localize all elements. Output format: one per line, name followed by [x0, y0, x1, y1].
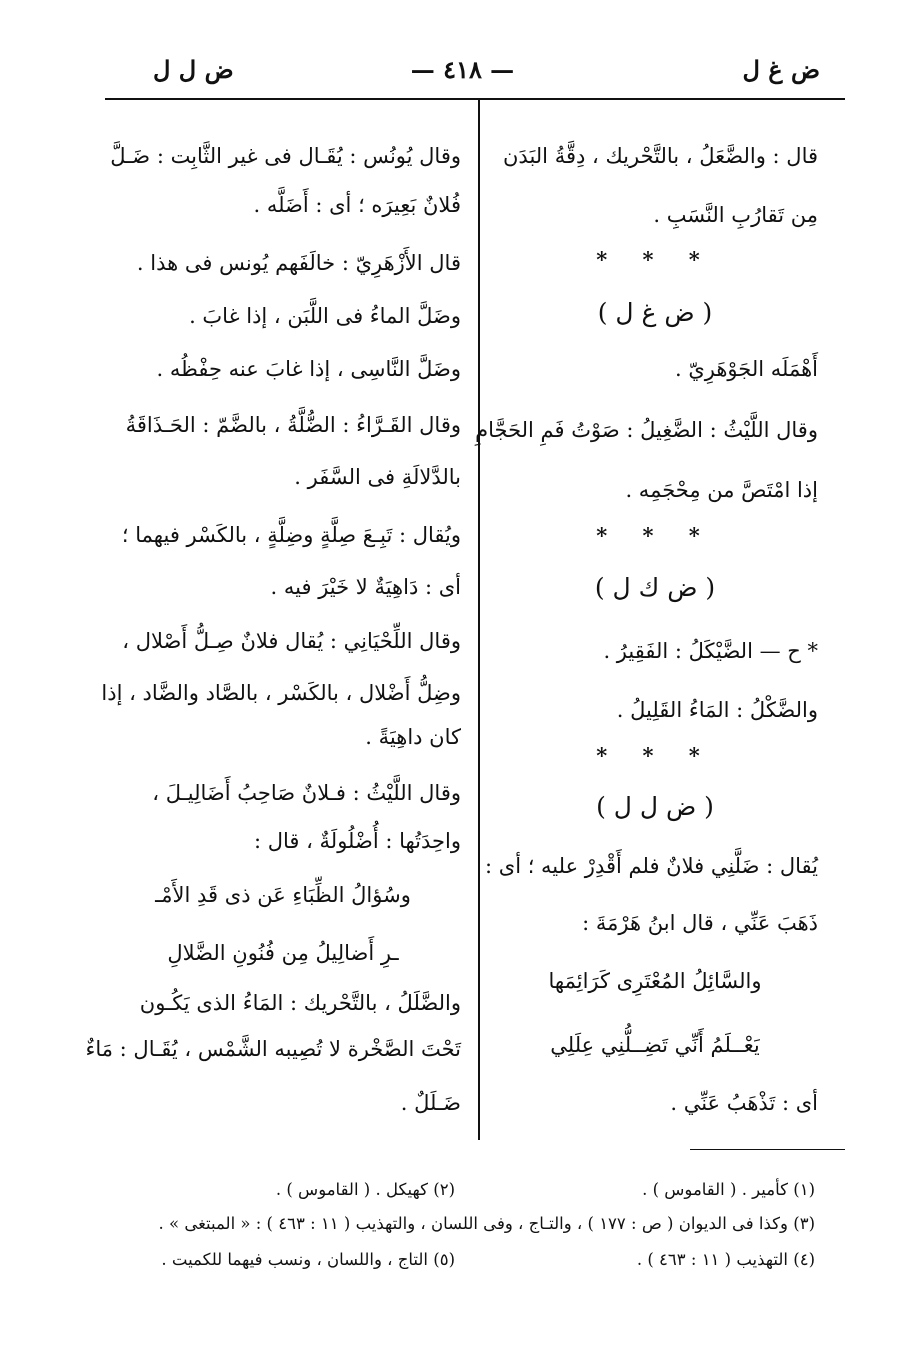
footnote-2: (٢) كهيكل . ( القاموس ) .: [275, 1180, 455, 1199]
text-line: يُقال : ضَلَّنِي فلانٌ فلم أَقْدِرْ عليه ؛ أى :: [485, 854, 818, 878]
text-line: وقال اللِّحْيَانِي : يُقال فلانٌ صِـلُّ أَصْلال ،: [122, 629, 461, 653]
column-divider: [478, 100, 480, 1140]
text-line: إذا امْتَصَّ من مِحْجَمِه .: [625, 478, 818, 502]
text-line: * ح — الضَّيْكَلُ : الفَقِيرُ .: [603, 639, 818, 663]
text-line: أى : تَذْهَبُ عَنِّي .: [670, 1091, 818, 1115]
text-line: أَهْمَلَه الجَوْهَرِيّ .: [674, 357, 818, 381]
text-line: وقال يُونُس : يُقَـال فى غير الثَّابِت : ضَـلَّ: [110, 144, 461, 168]
page-header: [105, 55, 820, 95]
footnote-3: (٣) وكذا فى الديوان ( ص : ١٧٧ ) ، والتـاج ، وفى اللسان ، والتهذيب ( ١١ : ٤٦٣ ) : « المبتغى » .: [158, 1214, 815, 1233]
verse-line: ـرِ أَضالِيلُ مِن فُنُونِ الضَّلالِ: [167, 941, 399, 965]
text-line: وقال اللَّيْثُ : الضَّغِيلُ : صَوْتُ فَمِ الحَجَّامِ: [475, 418, 818, 442]
text-line: ذَهَبَ عَنِّي ، قال ابنُ هَرْمَةَ :: [582, 911, 818, 935]
text-line: وقال القَـرَّاءُ : الضُّلَّةُ ، بالضَّمّ : الحَـذَاقَةُ: [125, 413, 461, 437]
text-line: والضَّلَلُ ، بالتَّحْريك : المَاءُ الذى يَكُـون: [139, 991, 461, 1015]
footnote-4: (٤) التهذيب ( ١١ : ٤٦٣ ) .: [636, 1250, 815, 1269]
text-line: قال الأَزْهَرِيّ : خالَفَهم يُونس فى هذا .: [136, 251, 461, 275]
text-line: قال : والضَّعَلُ ، بالتَّحْريك ، دِقَّةُ البَدَن: [503, 144, 818, 168]
footnote-5: (٥) التاج ، واللسان ، ونسب فيهما للكميت .: [161, 1250, 455, 1269]
text-line: أى : دَاهِيَةٌ لا خَيْرَ فيه .: [270, 575, 461, 599]
footnote-rule: [690, 1149, 845, 1150]
section-separator: * * *: [596, 247, 714, 272]
text-line: وضَلَّ النَّاسِى ، إذا غابَ عنه حِفْظُه .: [156, 357, 461, 381]
text-line: كان داهِيَةً .: [365, 725, 461, 749]
header-root-left: ض ل ل: [153, 55, 234, 84]
entry-heading: ( ض غ ل ): [597, 298, 713, 327]
text-line: وضَلَّ الماءُ فى اللَّبَن ، إذا غابَ .: [189, 304, 461, 328]
verse-line: والسَّائِلُ المُعْتَرِى كَرَائِمَها: [548, 969, 762, 993]
text-line: ضَـلَلٌ .: [400, 1091, 461, 1115]
text-line: والضَّكْلُ : المَاءُ القَلِيلُ .: [616, 698, 818, 722]
text-line: ويُقال : تَبِـعَ صِلَّةٍ وضِلَّةٍ ، بالكَسْر فيهما ؛: [121, 523, 461, 547]
header-rule: [105, 98, 845, 100]
section-separator: * * *: [596, 523, 714, 548]
verse-line: يَعْــلَمُ أَنِّي تَضِــلُّنِي عِلَلِي: [550, 1033, 760, 1057]
text-line: بالدَّلالَةِ فى السَّفَر .: [294, 465, 461, 489]
entry-heading: ( ض ك ل ): [594, 573, 716, 602]
header-root-right: ض غ ل: [742, 55, 820, 84]
page-number: — ٤١٨ —: [410, 55, 515, 84]
verse-line: وسُؤالُ الظِّبَاءِ عَن ذى قَدِ الأَمْـ: [155, 883, 411, 907]
text-line: وضِلُّ أَضْلال ، بالكَسْر ، بالصَّاد والضَّاد ، إذا: [101, 681, 461, 705]
text-line: مِن تَقارُبِ النَّسَبِ .: [653, 203, 818, 227]
text-line: فُلانٌ بَعِيرَه ؛ أى : أَضَلَّه .: [253, 193, 461, 217]
entry-heading: ( ض ل ل ): [596, 792, 714, 821]
text-line: تَحْتَ الصَّخْرة لا تُصِيبه الشَّمْس ، يُقَـال : مَاءٌ: [85, 1037, 461, 1061]
section-separator: * * *: [596, 743, 714, 768]
text-line: وقال اللَّيْثُ : فـلانٌ صَاحِبُ أَضَالِيـلَ ،: [152, 781, 461, 805]
text-line: واحِدَتُها : أُضْلُولَةٌ ، قال :: [253, 829, 461, 853]
footnote-1: (١) كأمير . ( القاموس ) .: [642, 1180, 815, 1199]
